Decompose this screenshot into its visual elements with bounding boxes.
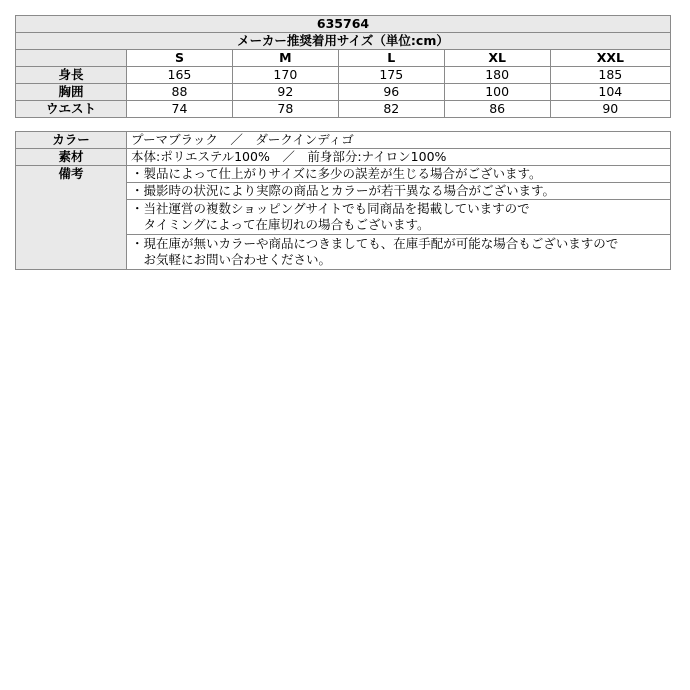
note-line: タイミングによって在庫切れの場合もございます。 xyxy=(131,217,430,232)
table-cell: 180 xyxy=(444,67,550,84)
table-row xyxy=(16,84,671,101)
table-cell: 74 xyxy=(127,101,233,118)
table-cell: 96 xyxy=(338,84,444,101)
size-header: XL xyxy=(444,50,550,67)
note-line: ・当社運営の複数ショッピングサイトでも同商品を掲載していますので xyxy=(131,201,530,216)
material-row xyxy=(16,149,671,166)
color-label: カラー xyxy=(16,132,127,149)
note-line: お気軽にお問い合わせください。 xyxy=(131,252,332,267)
product-code: 635764 xyxy=(16,16,671,33)
note-line: ・撮影時の状況により実際の商品とカラーが若干異なる場合がございます。 xyxy=(131,183,556,198)
notes-row xyxy=(16,166,671,183)
table-row xyxy=(16,67,671,84)
table-cell: 92 xyxy=(232,84,338,101)
note-item xyxy=(127,200,671,235)
size-header-blank xyxy=(16,50,127,67)
material-value: 本体:ポリエステル100% ／ 前身部分:ナイロン100% xyxy=(127,149,671,166)
table-cell: 185 xyxy=(550,67,670,84)
table-cell: 78 xyxy=(232,101,338,118)
row-label: 身長 xyxy=(16,67,127,84)
info-table xyxy=(15,131,671,270)
note-item xyxy=(127,235,671,270)
table-cell: 82 xyxy=(338,101,444,118)
size-table xyxy=(15,15,671,118)
table-cell: 175 xyxy=(338,67,444,84)
table-cell: 100 xyxy=(444,84,550,101)
note-line: ・製品によって仕上がりサイズに多少の誤差が生じる場合がございます。 xyxy=(131,166,542,181)
color-row xyxy=(16,132,671,149)
size-header-row xyxy=(16,50,671,67)
table-cell: 170 xyxy=(232,67,338,84)
size-header: M xyxy=(232,50,338,67)
row-label: 胸囲 xyxy=(16,84,127,101)
notes-label: 備考 xyxy=(16,166,127,270)
table-cell: 90 xyxy=(550,101,670,118)
table-row xyxy=(16,101,671,118)
table-cell: 88 xyxy=(127,84,233,101)
material-label: 素材 xyxy=(16,149,127,166)
row-label: ウエスト xyxy=(16,101,127,118)
note-item xyxy=(127,166,671,183)
size-caption: メーカー推奨着用サイズ（単位:cm） xyxy=(16,33,671,50)
note-item xyxy=(127,183,671,200)
table-cell: 86 xyxy=(444,101,550,118)
color-value: プーマブラック ／ ダークインディゴ xyxy=(127,132,671,149)
size-header: S xyxy=(127,50,233,67)
size-header: L xyxy=(338,50,444,67)
size-header: XXL xyxy=(550,50,670,67)
table-cell: 104 xyxy=(550,84,670,101)
note-line: ・現在庫が無いカラーや商品につきましても、在庫手配が可能な場合もございますので xyxy=(131,236,619,251)
table-cell: 165 xyxy=(127,67,233,84)
